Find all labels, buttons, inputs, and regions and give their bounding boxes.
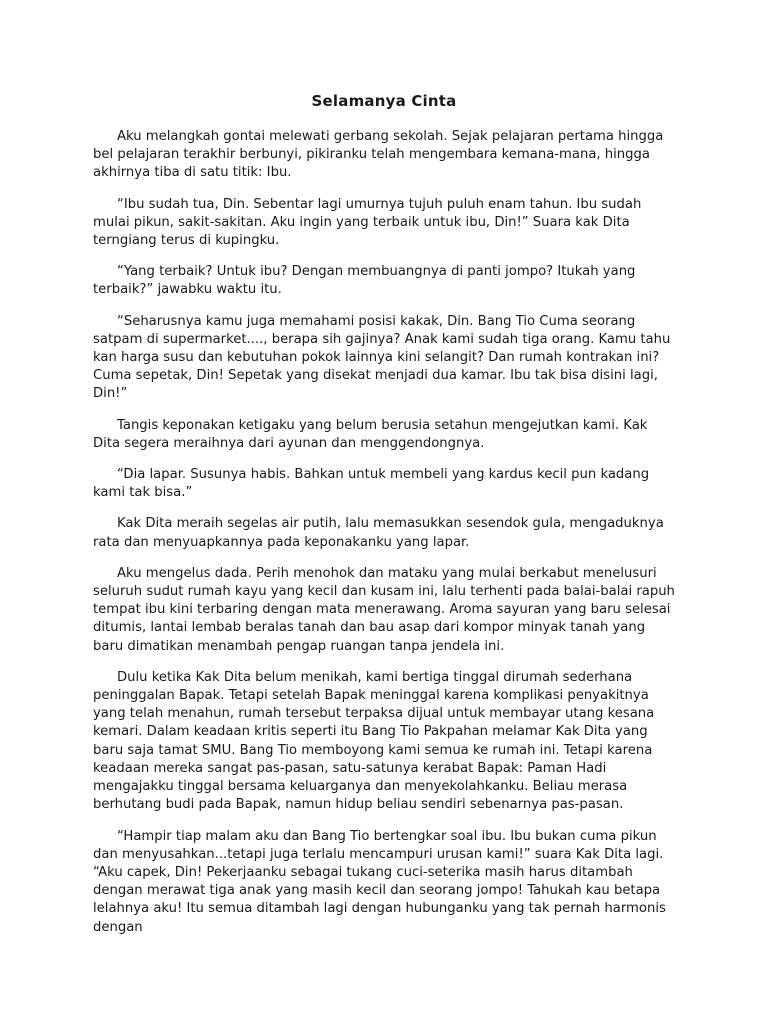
paragraph-2: “Ibu sudah tua, Din. Sebentar lagi umurnya tujuh puluh enam tahun. Ibu sudah mulai pikun, sakit-sakitan. Aku ingin yang terbaik untuk ibu, Din!” Suara kak Dita terngiang terus di kupingku. [93,196,642,249]
story-title: Selamanya Cinta [311,92,457,110]
paragraph-6: “Dia lapar. Susunya habis. Bahkan untuk membeli yang kardus kecil pun kadang kami tak bisa.” [93,467,650,501]
paragraph-1: Aku melangkah gontai melewati gerbang sekolah. Sejak pelajaran pertama hingga bel pelajaran terakhir berbunyi, pikiranku telah mengembara kemana-mana, hingga akhirnya tiba di satu titik: Ibu. [93,129,664,181]
paragraph-4: “Seharusnya kamu juga memahami posisi kakak, Din. Bang Tio Cuma seorang satpam di supermarket...., berapa sih gajinya? Anak kami sudah tiga orang. Kamu tahu kan harga susu dan kebutuhan pokok lainnya kini selangit? Dan rumah kontrakan ini? Cuma sepetak, Din! Sepetak yang disekat menjadi dua kamar. Ibu tak bisa disini lagi, Din!” [93,313,671,402]
paragraph-5: Tangis keponakan ketigaku yang belum berusia setahun mengejutkan kami. Kak Dita segera meraihnya dari ayunan dan menggendongnya. [93,417,648,451]
document-page [93,84,675,950]
paragraph-3: “Yang terbaik? Untuk ibu? Dengan membuangnya di panti jompo? Itukah yang terbaik?” jawabku waktu itu. [93,264,636,298]
paragraph-8: Aku mengelus dada. Perih menohok dan mataku yang mulai berkabut menelusuri seluruh sudut rumah kayu yang kecil dan kusam ini, lalu terhenti pada balai-balai rapuh tempat ibu kini terbaring dengan mata menerawang. Aroma sayuran yang baru selesai ditumis, lantai lembab beralas tanah dan bau asap dari kompor minyak tanah yang baru dimatikan menambah pengap ruangan tanpa jendela ini. [93,565,675,654]
paragraph-10: “Hampir tiap malam aku dan Bang Tio bertengkar soal ibu. Ibu bukan cuma pikun dan menyusahkan...tetapi juga terlalu mencampuri urusan kami!” suara Kak Dita lagi. “Aku capek, Din! Pekerjaanku sebagai tukang cuci-seterika masih harus ditambah dengan merawat tiga anak yang masih kecil dan seorang jompo! Tahukah kau betapa lelahnya aku! Itu semua ditambah lagi dengan hubunganku yang tak pernah harmonis dengan [93,828,666,935]
paragraph-9: Dulu ketika Kak Dita belum menikah, kami bertiga tinggal dirumah sederhana peninggalan Bapak. Tetapi setelah Bapak meninggal karena komplikasi penyakitnya yang telah menahun, rumah tersebut terpaksa dijual untuk membayar utang kesana kemari. Dalam keadaan kritis seperti itu Bang Tio Pakpahan melamar Kak Dita yang baru saja tamat SMU. Bang Tio memboyong kami semua ke rumah ini. Tetapi karena keadaan mereka sangat pas-pasan, satu-satunya kerabat Bapak: Paman Hadi mengajakku tinggal bersama keluarganya dan menyekolahkanku. Beliau merasa berhutang budi pada Bapak, namun hidup beliau sendiri sebenarnya pas-pasan. [93,669,655,813]
paragraph-7: Kak Dita meraih segelas air putih, lalu memasukkan sesendok gula, mengaduknya rata dan menyuapkannya pada keponakanku yang lapar. [93,516,664,550]
